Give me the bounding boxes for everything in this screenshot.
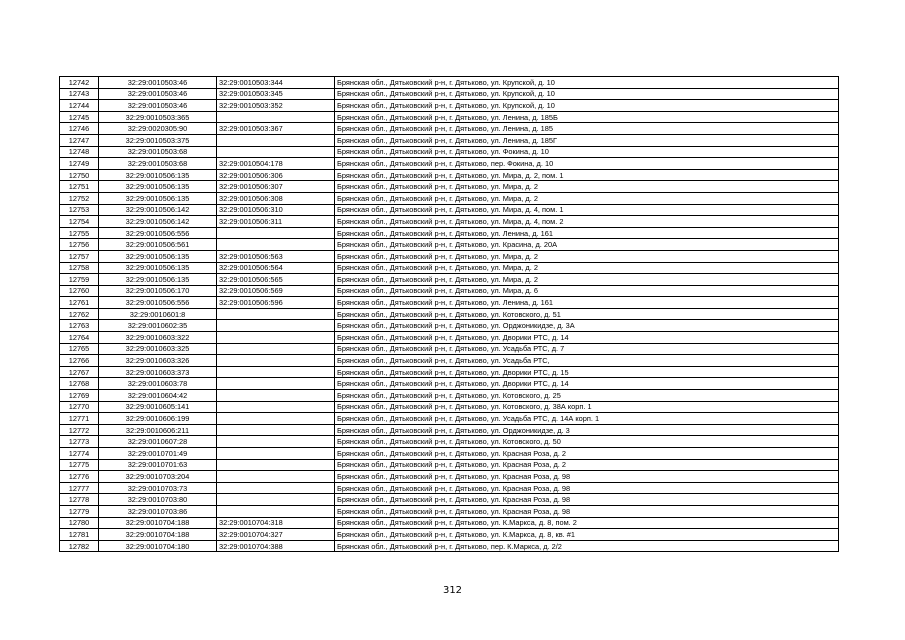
row-number-cell: 12754: [60, 216, 99, 228]
row-number-cell: 12767: [60, 366, 99, 378]
cadastral-number-cell: 32:29:0010606:199: [99, 413, 217, 425]
object-cadastral-number-cell: [217, 482, 335, 494]
cadastral-number-cell: 32:29:0010506:556: [99, 297, 217, 309]
cadastral-number-cell: 32:29:0010703:80: [99, 494, 217, 506]
cadastral-number-cell: 32:29:0010503:375: [99, 134, 217, 146]
cadastral-number-cell: 32:29:0010701:63: [99, 459, 217, 471]
object-cadastral-number-cell: [217, 134, 335, 146]
cadastral-number-cell: 32:29:0010506:142: [99, 204, 217, 216]
cadastral-number-cell: 32:29:0010603:322: [99, 332, 217, 344]
row-number-cell: 12758: [60, 262, 99, 274]
table-row: [60, 134, 839, 146]
table-row: [60, 540, 839, 552]
object-cadastral-number-cell: 32:29:0010506:563: [217, 250, 335, 262]
address-cell: Брянская обл., Дятьковский р-н, г. Дятьково, ул. Мира, д. 4, пом. 2: [335, 216, 839, 228]
cadastral-number-cell: 32:29:0010506:135: [99, 250, 217, 262]
table-row: [60, 123, 839, 135]
cadastral-number-cell: 32:29:0010703:73: [99, 482, 217, 494]
table-row: [60, 517, 839, 529]
cadastral-number-cell: 32:29:0010603:326: [99, 355, 217, 367]
object-cadastral-number-cell: [217, 448, 335, 460]
row-number-cell: 12776: [60, 471, 99, 483]
object-cadastral-number-cell: [217, 227, 335, 239]
address-cell: Брянская обл., Дятьковский р-н, г. Дятьково, ул. Орджоникидзе, д. 3: [335, 424, 839, 436]
table-row: [60, 482, 839, 494]
table-row: [60, 285, 839, 297]
row-number-cell: 12769: [60, 390, 99, 402]
row-number-cell: 12781: [60, 529, 99, 541]
cadastral-number-cell: 32:29:0010506:135: [99, 181, 217, 193]
cadastral-number-cell: 32:29:0020305:90: [99, 123, 217, 135]
address-cell: Брянская обл., Дятьковский р-н, г. Дятьково, ул. Крупской, д. 10: [335, 77, 839, 89]
cadastral-number-cell: 32:29:0010703:86: [99, 505, 217, 517]
object-cadastral-number-cell: 32:29:0010504:178: [217, 158, 335, 170]
address-cell: Брянская обл., Дятьковский р-н, г. Дятьково, ул. Фокина, д. 10: [335, 146, 839, 158]
row-number-cell: 12779: [60, 505, 99, 517]
address-cell: Брянская обл., Дятьковский р-н, г. Дятьково, ул. Мира, д. 2: [335, 250, 839, 262]
cadastral-number-cell: 32:29:0010604:42: [99, 390, 217, 402]
object-cadastral-number-cell: [217, 111, 335, 123]
table-row: [60, 424, 839, 436]
address-cell: Брянская обл., Дятьковский р-н, г. Дятьково, ул. К.Маркса, д. 8, кв. #1: [335, 529, 839, 541]
address-cell: Брянская обл., Дятьковский р-н, г. Дятьково, ул. Красная Роза, д. 98: [335, 505, 839, 517]
object-cadastral-number-cell: 32:29:0010704:388: [217, 540, 335, 552]
row-number-cell: 12771: [60, 413, 99, 425]
cadastral-number-cell: 32:29:0010703:204: [99, 471, 217, 483]
row-number-cell: 12760: [60, 285, 99, 297]
cadastral-number-cell: 32:29:0010603:373: [99, 366, 217, 378]
object-cadastral-number-cell: [217, 424, 335, 436]
row-number-cell: 12759: [60, 274, 99, 286]
table-row: [60, 505, 839, 517]
row-number-cell: 12773: [60, 436, 99, 448]
row-number-cell: 12743: [60, 88, 99, 100]
address-cell: Брянская обл., Дятьковский р-н, г. Дятьково, ул. Усадьба РТС, д. 7: [335, 343, 839, 355]
table-row: [60, 250, 839, 262]
address-cell: Брянская обл., Дятьковский р-н, г. Дятьково, ул. Ленина, д. 161: [335, 297, 839, 309]
row-number-cell: 12777: [60, 482, 99, 494]
object-cadastral-number-cell: [217, 355, 335, 367]
table-row: [60, 100, 839, 112]
cadastral-number-cell: 32:29:0010503:46: [99, 100, 217, 112]
table-row: [60, 216, 839, 228]
object-cadastral-number-cell: [217, 390, 335, 402]
object-cadastral-number-cell: 32:29:0010506:596: [217, 297, 335, 309]
cadastral-number-cell: 32:29:0010506:135: [99, 192, 217, 204]
row-number-cell: 12768: [60, 378, 99, 390]
address-cell: Брянская обл., Дятьковский р-н, г. Дятьково, ул. Красная Роза, д. 98: [335, 494, 839, 506]
address-cell: Брянская обл., Дятьковский р-н, г. Дятьково, ул. Котовского, д. 50: [335, 436, 839, 448]
cadastral-number-cell: 32:29:0010506:135: [99, 169, 217, 181]
table-row: [60, 239, 839, 251]
object-cadastral-number-cell: [217, 366, 335, 378]
address-cell: Брянская обл., Дятьковский р-н, г. Дятьково, ул. Усадьба РТС,: [335, 355, 839, 367]
cadastral-number-cell: 32:29:0010602:35: [99, 320, 217, 332]
table-row: [60, 262, 839, 274]
row-number-cell: 12762: [60, 308, 99, 320]
table-row: [60, 332, 839, 344]
cadastral-number-cell: 32:29:0010506:135: [99, 262, 217, 274]
address-cell: Брянская обл., Дятьковский р-н, г. Дятьково, ул. Красная Роза, д. 2: [335, 459, 839, 471]
object-cadastral-number-cell: 32:29:0010506:311: [217, 216, 335, 228]
address-cell: Брянская обл., Дятьковский р-н, г. Дятьково, ул. Мира, д. 2, пом. 1: [335, 169, 839, 181]
table-row: [60, 181, 839, 193]
table-row: [60, 227, 839, 239]
address-cell: Брянская обл., Дятьковский р-н, г. Дятьково, ул. Красная Роза, д. 98: [335, 471, 839, 483]
cadastral-number-cell: 32:29:0010506:556: [99, 227, 217, 239]
row-number-cell: 12746: [60, 123, 99, 135]
table-row: [60, 494, 839, 506]
object-cadastral-number-cell: 32:29:0010506:306: [217, 169, 335, 181]
address-cell: Брянская обл., Дятьковский р-н, г. Дятьково, ул. Котовского, д. 38А корп. 1: [335, 401, 839, 413]
cadastral-number-cell: 32:29:0010503:46: [99, 77, 217, 89]
object-cadastral-number-cell: [217, 332, 335, 344]
address-cell: Брянская обл., Дятьковский р-н, г. Дятьково, ул. Дворики РТС, д. 14: [335, 332, 839, 344]
cadastral-number-cell: 32:29:0010503:68: [99, 158, 217, 170]
row-number-cell: 12745: [60, 111, 99, 123]
cadastral-number-cell: 32:29:0010704:188: [99, 529, 217, 541]
table-row: [60, 297, 839, 309]
address-cell: Брянская обл., Дятьковский р-н, г. Дятьково, ул. Мира, д. 2: [335, 181, 839, 193]
address-cell: Брянская обл., Дятьковский р-н, г. Дятьково, ул. Крупской, д. 10: [335, 100, 839, 112]
object-cadastral-number-cell: 32:29:0010503:344: [217, 77, 335, 89]
address-cell: Брянская обл., Дятьковский р-н, г. Дятьково, ул. Красная Роза, д. 98: [335, 482, 839, 494]
table-row: [60, 146, 839, 158]
table-row: [60, 366, 839, 378]
table-row: [60, 529, 839, 541]
row-number-cell: 12756: [60, 239, 99, 251]
cadastral-number-cell: 32:29:0010506:170: [99, 285, 217, 297]
row-number-cell: 12747: [60, 134, 99, 146]
object-cadastral-number-cell: [217, 471, 335, 483]
cadastral-number-cell: 32:29:0010603:325: [99, 343, 217, 355]
row-number-cell: 12744: [60, 100, 99, 112]
table-row: [60, 378, 839, 390]
table-row: [60, 355, 839, 367]
row-number-cell: 12780: [60, 517, 99, 529]
cadastral-number-cell: 32:29:0010607:28: [99, 436, 217, 448]
address-cell: Брянская обл., Дятьковский р-н, г. Дятьково, ул. Мира, д. 2: [335, 274, 839, 286]
object-cadastral-number-cell: 32:29:0010506:307: [217, 181, 335, 193]
address-cell: Брянская обл., Дятьковский р-н, г. Дятьково, ул. Ленина, д. 185: [335, 123, 839, 135]
object-cadastral-number-cell: 32:29:0010503:367: [217, 123, 335, 135]
object-cadastral-number-cell: [217, 308, 335, 320]
object-cadastral-number-cell: 32:29:0010503:345: [217, 88, 335, 100]
cadastral-number-cell: 32:29:0010704:188: [99, 517, 217, 529]
page-number: 312: [442, 585, 463, 596]
object-cadastral-number-cell: 32:29:0010704:327: [217, 529, 335, 541]
row-number-cell: 12755: [60, 227, 99, 239]
cadastral-number-cell: 32:29:0010503:46: [99, 88, 217, 100]
address-cell: Брянская обл., Дятьковский р-н, г. Дятьково, ул. К.Маркса, д. 8, пом. 2: [335, 517, 839, 529]
row-number-cell: 12761: [60, 297, 99, 309]
object-cadastral-number-cell: [217, 146, 335, 158]
address-cell: Брянская обл., Дятьковский р-н, г. Дятьково, ул. Дворики РТС, д. 15: [335, 366, 839, 378]
address-cell: Брянская обл., Дятьковский р-н, г. Дятьково, ул. Ленина, д. 185Б: [335, 111, 839, 123]
table-row: [60, 192, 839, 204]
table-row: [60, 308, 839, 320]
row-number-cell: 12757: [60, 250, 99, 262]
table-row: [60, 471, 839, 483]
address-cell: Брянская обл., Дятьковский р-н, г. Дятьково, ул. Ленина, д. 185Г: [335, 134, 839, 146]
cadastral-number-cell: 32:29:0010601:8: [99, 308, 217, 320]
object-cadastral-number-cell: [217, 413, 335, 425]
cadastral-number-cell: 32:29:0010503:68: [99, 146, 217, 158]
row-number-cell: 12782: [60, 540, 99, 552]
address-cell: Брянская обл., Дятьковский р-н, г. Дятьково, ул. Мира, д. 2: [335, 262, 839, 274]
row-number-cell: 12748: [60, 146, 99, 158]
object-cadastral-number-cell: 32:29:0010506:569: [217, 285, 335, 297]
row-number-cell: 12770: [60, 401, 99, 413]
address-cell: Брянская обл., Дятьковский р-н, г. Дятьково, ул. Дворики РТС, д. 14: [335, 378, 839, 390]
cadastral-number-cell: 32:29:0010506:135: [99, 274, 217, 286]
object-cadastral-number-cell: [217, 239, 335, 251]
row-number-cell: 12751: [60, 181, 99, 193]
table-row: [60, 169, 839, 181]
address-cell: Брянская обл., Дятьковский р-н, г. Дятьково, ул. Мира, д. 6: [335, 285, 839, 297]
object-cadastral-number-cell: [217, 378, 335, 390]
row-number-cell: 12765: [60, 343, 99, 355]
table-row: [60, 158, 839, 170]
cadastral-number-cell: 32:29:0010605:141: [99, 401, 217, 413]
row-number-cell: 12742: [60, 77, 99, 89]
cadastral-number-cell: 32:29:0010603:78: [99, 378, 217, 390]
row-number-cell: 12766: [60, 355, 99, 367]
table-row: [60, 88, 839, 100]
object-cadastral-number-cell: 32:29:0010506:310: [217, 204, 335, 216]
object-cadastral-number-cell: [217, 343, 335, 355]
row-number-cell: 12764: [60, 332, 99, 344]
address-cell: Брянская обл., Дятьковский р-н, г. Дятьково, ул. Усадьба РТС, д. 14А корп. 1: [335, 413, 839, 425]
row-number-cell: 12774: [60, 448, 99, 460]
address-cell: Брянская обл., Дятьковский р-н, г. Дятьково, ул. Красина, д. 20А: [335, 239, 839, 251]
table-row: [60, 111, 839, 123]
registry-table-body: [60, 77, 839, 552]
table-row: [60, 274, 839, 286]
address-cell: Брянская обл., Дятьковский р-н, г. Дятьково, ул. Мира, д. 2: [335, 192, 839, 204]
row-number-cell: 12778: [60, 494, 99, 506]
object-cadastral-number-cell: [217, 401, 335, 413]
object-cadastral-number-cell: 32:29:0010704:318: [217, 517, 335, 529]
table-row: [60, 413, 839, 425]
row-number-cell: 12775: [60, 459, 99, 471]
row-number-cell: 12749: [60, 158, 99, 170]
table-row: [60, 320, 839, 332]
row-number-cell: 12752: [60, 192, 99, 204]
table-row: [60, 390, 839, 402]
object-cadastral-number-cell: 32:29:0010506:308: [217, 192, 335, 204]
cadastral-number-cell: 32:29:0010506:142: [99, 216, 217, 228]
address-cell: Брянская обл., Дятьковский р-н, г. Дятьково, ул. Крупской, д. 10: [335, 88, 839, 100]
cadastral-number-cell: 32:29:0010701:49: [99, 448, 217, 460]
table-row: [60, 448, 839, 460]
row-number-cell: 12763: [60, 320, 99, 332]
object-cadastral-number-cell: [217, 436, 335, 448]
registry-table: [59, 76, 839, 552]
row-number-cell: 12750: [60, 169, 99, 181]
object-cadastral-number-cell: [217, 320, 335, 332]
table-row: [60, 77, 839, 89]
address-cell: Брянская обл., Дятьковский р-н, г. Дятьково, ул. Красная Роза, д. 2: [335, 448, 839, 460]
address-cell: Брянская обл., Дятьковский р-н, г. Дятьково, ул. Мира, д. 4, пом. 1: [335, 204, 839, 216]
row-number-cell: 12753: [60, 204, 99, 216]
object-cadastral-number-cell: 32:29:0010506:564: [217, 262, 335, 274]
table-row: [60, 401, 839, 413]
object-cadastral-number-cell: 32:29:0010506:565: [217, 274, 335, 286]
cadastral-number-cell: 32:29:0010704:180: [99, 540, 217, 552]
address-cell: Брянская обл., Дятьковский р-н, г. Дятьково, ул. Ленина, д. 161: [335, 227, 839, 239]
table-row: [60, 436, 839, 448]
object-cadastral-number-cell: [217, 459, 335, 471]
object-cadastral-number-cell: 32:29:0010503:352: [217, 100, 335, 112]
cadastral-number-cell: 32:29:0010506:561: [99, 239, 217, 251]
address-cell: Брянская обл., Дятьковский р-н, г. Дятьково, ул. Орджоникидзе, д. 3А: [335, 320, 839, 332]
cadastral-number-cell: 32:29:0010503:365: [99, 111, 217, 123]
table-row: [60, 343, 839, 355]
table-row: [60, 459, 839, 471]
address-cell: Брянская обл., Дятьковский р-н, г. Дятьково, ул. Котовского, д. 51: [335, 308, 839, 320]
object-cadastral-number-cell: [217, 505, 335, 517]
address-cell: Брянская обл., Дятьковский р-н, г. Дятьково, пер. Фокина, д. 10: [335, 158, 839, 170]
cadastral-number-cell: 32:29:0010606:211: [99, 424, 217, 436]
address-cell: Брянская обл., Дятьковский р-н, г. Дятьково, ул. Котовского, д. 25: [335, 390, 839, 402]
address-cell: Брянская обл., Дятьковский р-н, г. Дятьково, пер. К.Маркса, д. 2/2: [335, 540, 839, 552]
table-row: [60, 204, 839, 216]
row-number-cell: 12772: [60, 424, 99, 436]
object-cadastral-number-cell: [217, 494, 335, 506]
